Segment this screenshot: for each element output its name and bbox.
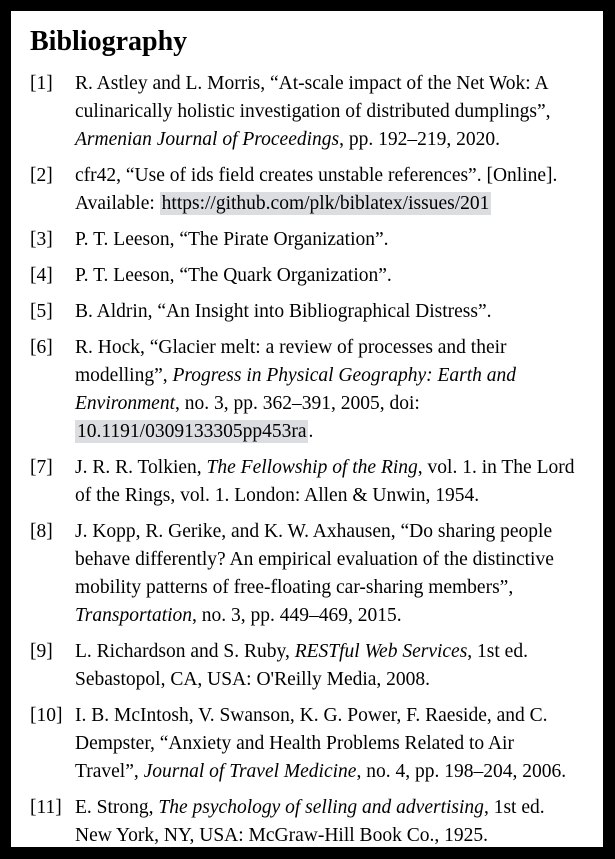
- bibliography-entry: [30, 794, 593, 850]
- text-segment: culinarically holistic investigation of distributed dumplings”,: [75, 101, 551, 122]
- text-segment: , 1st ed.: [483, 797, 545, 818]
- text-segment: .: [308, 421, 314, 442]
- entry-content: [75, 334, 593, 446]
- entry-number: [1]: [30, 73, 53, 94]
- bibliography-entry: [30, 162, 593, 218]
- text-segment: R. Astley and L. Morris, “At-scale impact of the Net Wok: A: [75, 73, 549, 94]
- entry-line: [75, 390, 593, 418]
- entry-line: [75, 334, 593, 362]
- text-segment: , no. 4, pp. 198–204, 2006.: [356, 761, 567, 782]
- text-segment: Sebastopol, CA, USA: O'Reilly Media, 2008.: [75, 669, 431, 690]
- entry-line: [75, 98, 593, 126]
- reference-link[interactable]: 10.1191/0309133305pp453ra: [77, 421, 307, 442]
- entry-line: [75, 574, 593, 602]
- entry-line: [75, 822, 593, 850]
- entry-line: [75, 758, 593, 786]
- entry-number: [7]: [30, 457, 53, 478]
- bibliography-entry: [30, 70, 593, 154]
- bibliography-entry: [30, 702, 593, 786]
- text-segment: , 1st ed.: [467, 641, 528, 662]
- text-segment: , pp. 192–219, 2020.: [339, 129, 500, 150]
- entry-number: [2]: [30, 165, 53, 186]
- entry-number: [6]: [30, 337, 53, 358]
- entry-line: [75, 602, 593, 630]
- bibliography-entry: [30, 334, 593, 446]
- entry-number: [4]: [30, 265, 53, 286]
- entry-number: [9]: [30, 641, 53, 662]
- entry-line: [75, 546, 593, 574]
- publication-title-italic: Armenian Journal of Proceedings: [75, 129, 340, 150]
- text-segment: P. T. Leeson, “The Pirate Organization”.: [75, 229, 389, 250]
- entry-line: [75, 162, 593, 190]
- publication-title-italic: Journal of Travel Medicine: [143, 761, 357, 782]
- entry-content: [75, 518, 593, 630]
- bibliography-entry: [30, 518, 593, 630]
- bibliography-entry: [30, 298, 593, 326]
- publication-title-italic: The Fellowship of the Ring: [206, 457, 418, 478]
- entry-line: [75, 226, 593, 254]
- bibliography-entry: [30, 454, 593, 510]
- entry-line: [75, 518, 593, 546]
- text-segment: L. Richardson and S. Ruby,: [75, 641, 295, 662]
- entry-line: [75, 794, 593, 822]
- text-segment: behave differently? An empirical evaluation of the distinctive: [75, 549, 554, 570]
- entry-line: [75, 362, 593, 390]
- entry-line: [75, 666, 593, 694]
- entry-line: [75, 190, 593, 218]
- text-segment: , no. 3, pp. 449–469, 2015.: [192, 605, 402, 626]
- entry-content: [75, 226, 593, 254]
- entry-content: [75, 70, 593, 154]
- text-segment: of the Rings, vol. 1. London: Allen & Unwin, 1954.: [75, 485, 480, 506]
- entry-line: [75, 70, 593, 98]
- publication-title-italic: Progress in Physical Geography: Earth and: [172, 365, 517, 386]
- entry-line: [75, 454, 593, 482]
- entry-content: [75, 794, 593, 850]
- entry-number: [8]: [30, 521, 53, 542]
- entry-content: [75, 162, 593, 218]
- text-segment: E. Strong,: [75, 797, 159, 818]
- entry-content: [75, 298, 593, 326]
- text-segment: R. Hock, “Glacier melt: a review of processes and their: [75, 337, 507, 358]
- text-segment: B. Aldrin, “An Insight into Bibliographical Distress”.: [75, 301, 492, 322]
- publication-title-italic: Transportation: [75, 605, 193, 626]
- entry-number: [10]: [30, 705, 63, 726]
- text-segment: Dempster, “Anxiety and Health Problems Related to Air: [75, 733, 514, 754]
- entry-number: [3]: [30, 229, 53, 250]
- entry-content: [75, 638, 593, 694]
- entry-line: [75, 126, 593, 154]
- text-segment: J. Kopp, R. Gerike, and K. W. Axhausen, “Do sharing people: [75, 521, 553, 542]
- text-segment: , vol. 1. in The Lord: [417, 457, 575, 478]
- publication-title-italic: RESTful Web Services: [294, 641, 468, 662]
- entry-line: [75, 262, 593, 290]
- publication-title-italic: Environment: [75, 393, 176, 414]
- text-segment: , no. 3, pp. 362–391, 2005, doi:: [175, 393, 420, 414]
- entry-line: [75, 298, 593, 326]
- text-segment: Travel”,: [75, 761, 144, 782]
- entry-content: [75, 262, 593, 290]
- entry-line: [75, 482, 593, 510]
- reference-link[interactable]: https://github.com/plk/biblatex/issues/201: [161, 193, 490, 214]
- text-segment: Available:: [75, 193, 160, 214]
- publication-title-italic: The psychology of selling and advertising: [158, 797, 484, 818]
- document-page: [11, 11, 603, 847]
- text-segment: P. T. Leeson, “The Quark Organization”.: [75, 265, 392, 286]
- text-segment: I. B. McIntosh, V. Swanson, K. G. Power, F. Raeside, and C.: [75, 705, 548, 726]
- text-segment: J. R. R. Tolkien,: [75, 457, 207, 478]
- entry-content: [75, 702, 593, 786]
- text-segment: modelling”,: [75, 365, 173, 386]
- bibliography-entry: [30, 638, 593, 694]
- text-segment: cfr42, “Use of ids field creates unstable references”. [Online].: [75, 165, 558, 186]
- bibliography-entry: [30, 226, 593, 254]
- bibliography-entry: [30, 262, 593, 290]
- entry-number: [5]: [30, 301, 53, 322]
- entry-line: [75, 702, 593, 730]
- entry-line: [75, 418, 593, 446]
- entry-line: [75, 638, 593, 666]
- bibliography-list: [30, 70, 593, 850]
- entry-content: [75, 454, 593, 510]
- entry-line: [75, 730, 593, 758]
- page-title: Bibliography: [30, 26, 188, 57]
- text-segment: New York, NY, USA: McGraw-Hill Book Co., 1925.: [75, 825, 488, 846]
- text-segment: mobility patterns of free-floating car-sharing members”,: [75, 577, 514, 598]
- entry-number: [11]: [30, 797, 62, 818]
